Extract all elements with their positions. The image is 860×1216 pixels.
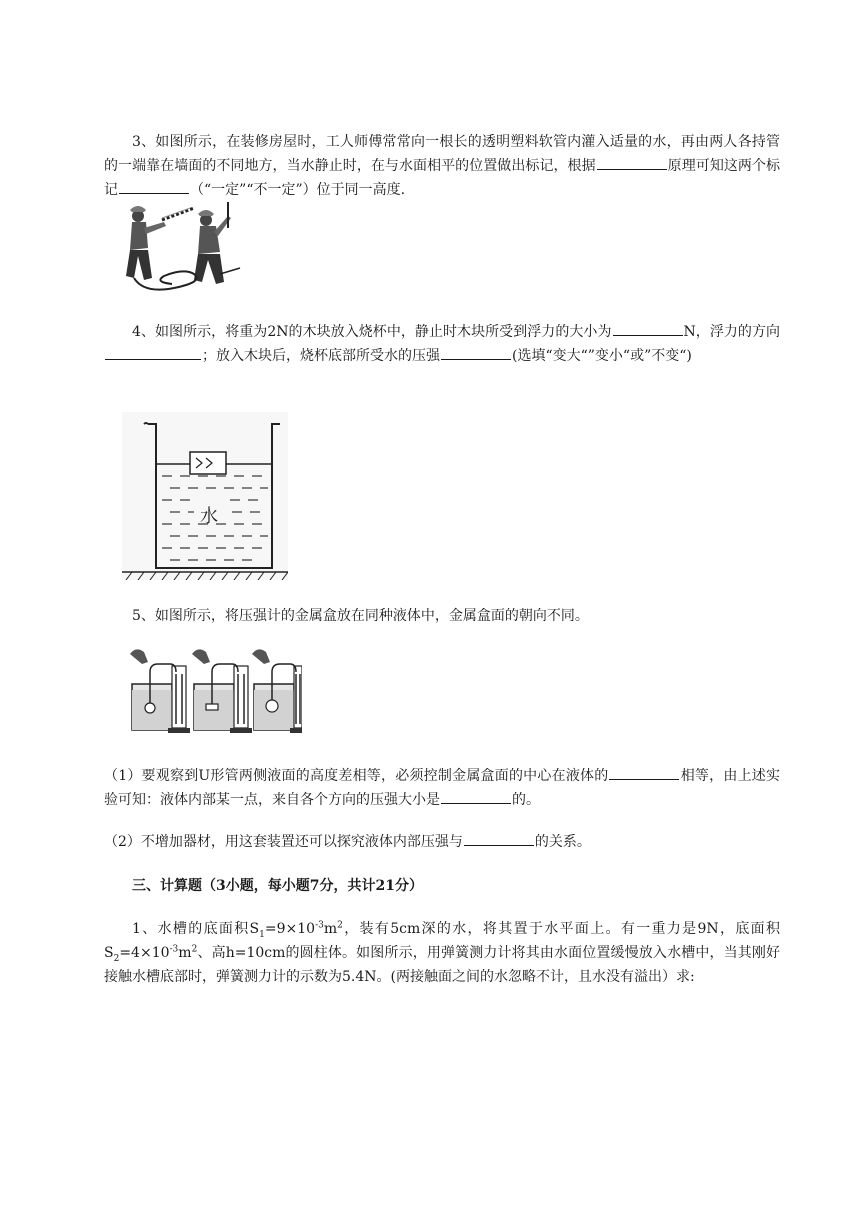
water-label: 水	[200, 506, 218, 527]
wood-block	[190, 452, 226, 474]
question-4-figure	[122, 412, 288, 580]
beaker-with-wood-block-illustration	[122, 412, 288, 580]
answer-blank[interactable]	[441, 345, 511, 360]
workers-with-hose-illustration	[124, 198, 242, 294]
answer-blank[interactable]	[609, 765, 679, 780]
calculation-1-text: 1、水槽的底面积$S_1=9\times 10^{-3}m^2$，装有5cm深的水，将其置于水平面上。有一重力是9N，底面积$S_2=4\times 10^{-3}m^2$、高h=10cm的圆柱体。如图所示，用弹簧测力计将其由水面位置缓慢放入水槽中，当其刚好接触水槽底部时，弹簧测力计的示数为5.4N。(两接触面之间的水忽略不计，且水没有溢出）求:	[104, 920, 780, 985]
answer-blank[interactable]	[597, 155, 667, 170]
question-5-subquestion-1: （1）要观察到U形管两侧液面的高度差相等，必须控制金属盒面的中心在液体的 相等，由上述实验可知：液体内部某一点，来自各个方向的压强大小是 的。	[104, 764, 780, 812]
pressure-gauge-experiment-illustration	[124, 644, 302, 738]
gauge-setup	[130, 649, 190, 733]
answer-blank[interactable]	[119, 179, 189, 194]
section-3-heading: 三、计算题（3小题，每小题7分，共计21分）	[132, 878, 423, 894]
answer-blank[interactable]	[441, 789, 511, 804]
question-4-text: 4、如图所示，将重为2N的木块放入烧杯中，静止时木块所受到浮力的大小为 N，浮力的方向；放入木块后，烧杯底部所受水的压强 (选填“变大“”变小“或”不变“)	[104, 320, 780, 368]
answer-blank[interactable]	[613, 321, 683, 336]
question-3-text: 3、如图所示，在装修房屋时，工人师傅常常向一根长的透明塑料软管内灌入适量的水，再由两人各持管的一端靠在墙面的不同地方，当水静止时，在与水面相平的位置做出标记，根据 原理可知这两个标记 （“一定”“不一定”）位于同一高度.	[104, 134, 781, 198]
question-5-figure	[124, 644, 302, 738]
answer-blank[interactable]	[464, 831, 534, 846]
question-5-text: 5、如图所示，将压强计的金属盒放在同种液体中，金属盒面的朝向不同。	[132, 608, 589, 624]
question-3-figure	[124, 198, 242, 294]
question-5-subquestion-2: （2）不增加器材，用这套装置还可以探究液体内部压强与 的关系。	[104, 830, 780, 854]
answer-blank[interactable]	[105, 345, 201, 360]
